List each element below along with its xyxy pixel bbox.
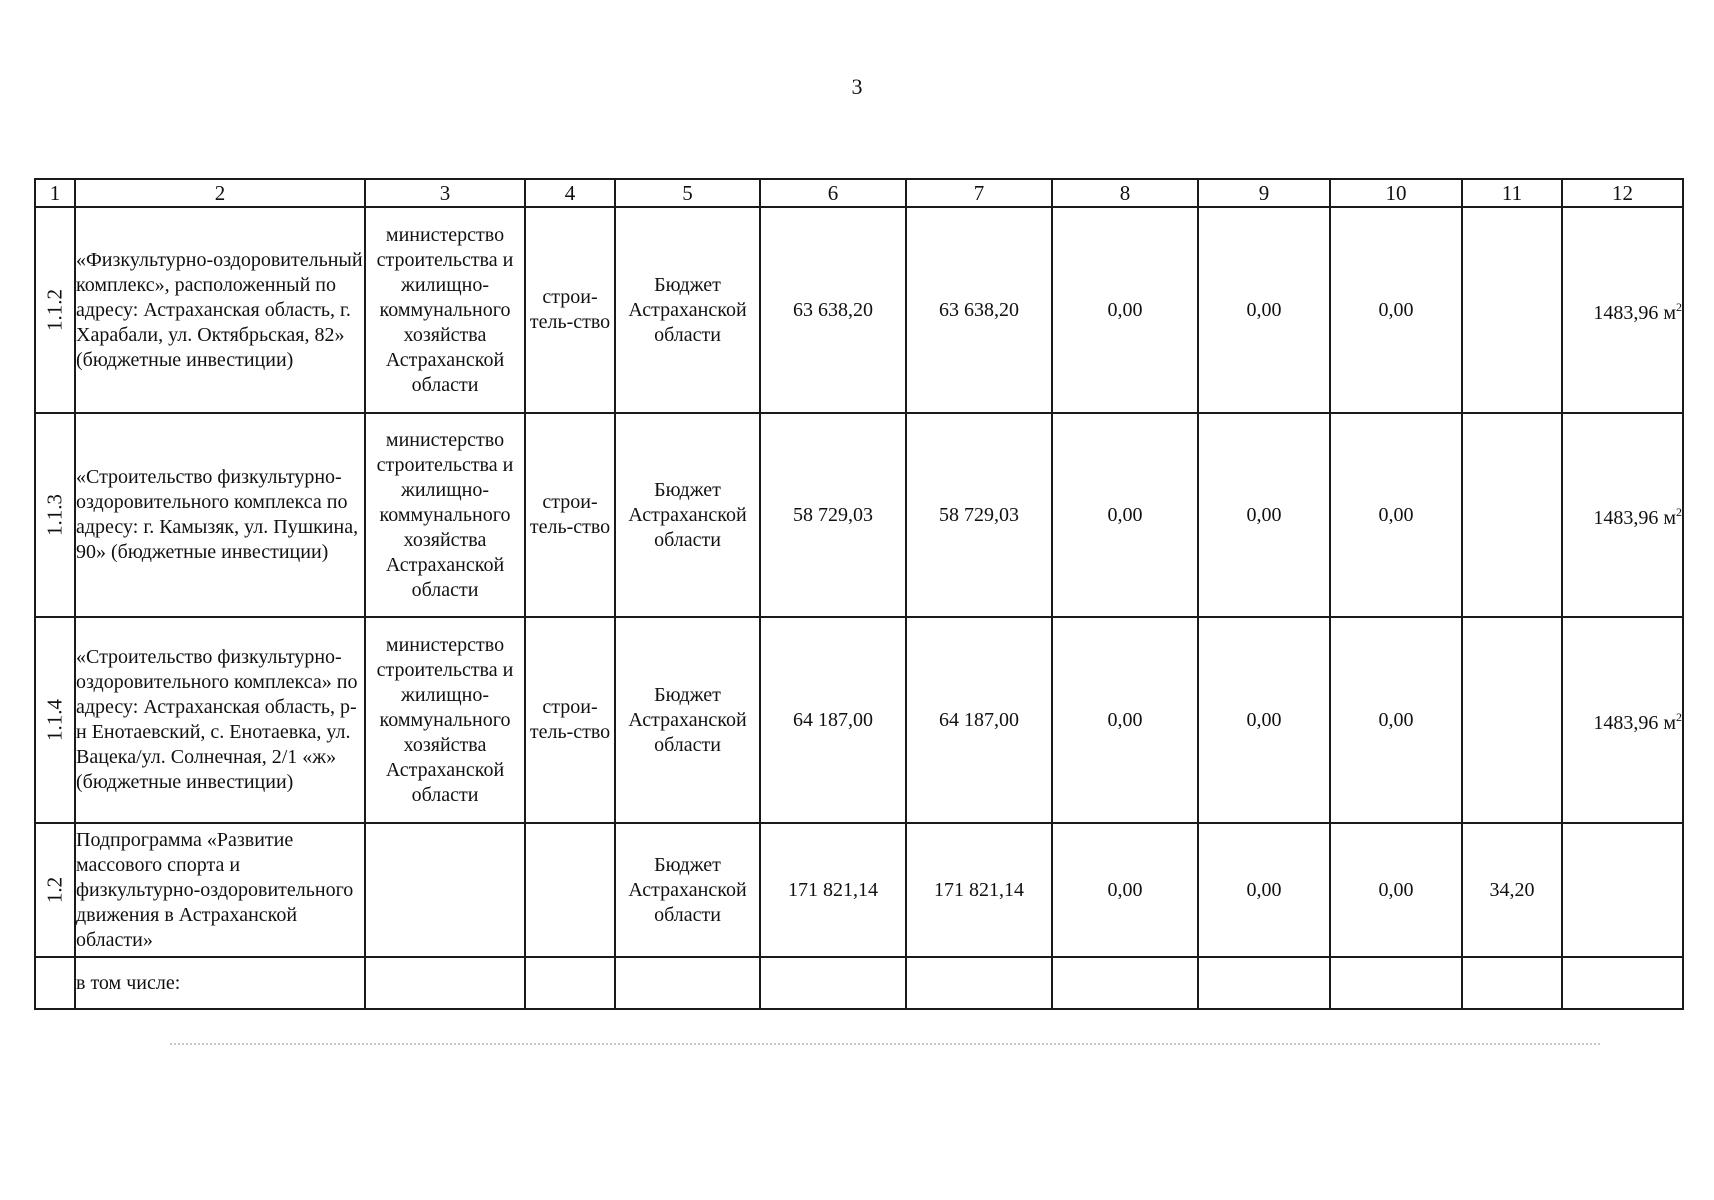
value-col-6: 63 638,20 (760, 207, 906, 413)
column-header: 2 (75, 179, 365, 207)
column-header: 1 (35, 179, 75, 207)
column-header: 7 (906, 179, 1052, 207)
row-number-cell (35, 413, 75, 617)
empty-cell (760, 957, 906, 1009)
value-col-8: 0,00 (1052, 207, 1198, 413)
row-number-cell (35, 823, 75, 957)
value-col-6: 64 187,00 (760, 617, 906, 823)
column-header: 6 (760, 179, 906, 207)
executor (365, 823, 525, 957)
result-cell (1562, 413, 1683, 617)
value-col-8: 0,00 (1052, 413, 1198, 617)
row-number: 1.2 (42, 876, 67, 904)
column-header: 11 (1462, 179, 1562, 207)
result-value: 1483,96 м (1593, 301, 1676, 324)
value-col-7: 171 821,14 (906, 823, 1052, 957)
empty-cell (525, 957, 615, 1009)
value-col-7: 58 729,03 (906, 413, 1052, 617)
column-header: 3 (365, 179, 525, 207)
value-col-10: 0,00 (1330, 617, 1462, 823)
value-col-8: 0,00 (1052, 823, 1198, 957)
row-number-cell (35, 207, 75, 413)
executor: министерство строительства и жилищно-коммунального хозяйства Астраханской области (365, 207, 525, 413)
column-header: 4 (525, 179, 615, 207)
table-row (35, 207, 1683, 413)
work-type: строи-тель-ство (525, 413, 615, 617)
table-row (35, 823, 1683, 957)
value-col-6: 171 821,14 (760, 823, 906, 957)
empty-cell (365, 957, 525, 1009)
page-number: 3 (851, 74, 863, 99)
funding-source: Бюджет Астраханской области (615, 207, 760, 413)
value-col-9: 0,00 (1198, 617, 1330, 823)
executor: министерство строительства и жилищно-коммунального хозяйства Астраханской области (365, 413, 525, 617)
funding-source: Бюджет Астраханской области (615, 617, 760, 823)
result-superscript: 2 (1676, 299, 1682, 314)
value-col-10: 0,00 (1330, 823, 1462, 957)
row-number: 1.1.4 (42, 699, 67, 741)
value-col-7: 64 187,00 (906, 617, 1052, 823)
empty-cell (906, 957, 1052, 1009)
empty-cell (1198, 957, 1330, 1009)
value-col-10: 0,00 (1330, 413, 1462, 617)
empty-cell (615, 957, 760, 1009)
work-type (525, 823, 615, 957)
value-col-8: 0,00 (1052, 617, 1198, 823)
table-row (35, 617, 1683, 823)
column-header: 5 (615, 179, 760, 207)
value-col-11 (1462, 413, 1562, 617)
value-col-9: 0,00 (1198, 207, 1330, 413)
object-name: «Строительство физкультурно-оздоровительного комплекса по адресу: г. Камызяк, ул. Пушкина, 90» (бюджетные инвестиции) (75, 413, 365, 617)
table-row (35, 413, 1683, 617)
result-superscript: 2 (1676, 709, 1682, 724)
executor: министерство строительства и жилищно-коммунального хозяйства Астраханской области (365, 617, 525, 823)
value-col-11: 34,20 (1462, 823, 1562, 957)
work-type: строи-тель-ство (525, 207, 615, 413)
funding-source: Бюджет Астраханской области (615, 413, 760, 617)
funding-source: Бюджет Астраханской области (615, 823, 760, 957)
work-type: строи-тель-ство (525, 617, 615, 823)
result-cell (1562, 617, 1683, 823)
object-name: «Строительство физкультурно-оздоровительного комплекса» по адресу: Астраханская область, р-н Енотаевский, с. Енотаевка, ул. Вацека/ул. Солнечная, 2/1 «ж» (бюджетные инвестиции) (75, 617, 365, 823)
table-row (35, 957, 1683, 1009)
budget-table (34, 178, 1684, 1010)
empty-cell (1462, 957, 1562, 1009)
column-header: 10 (1330, 179, 1462, 207)
empty-cell (35, 957, 75, 1009)
value-col-11 (1462, 207, 1562, 413)
scan-dotted-line (170, 1043, 1600, 1045)
empty-cell (1330, 957, 1462, 1009)
value-col-11 (1462, 617, 1562, 823)
value-col-7: 63 638,20 (906, 207, 1052, 413)
value-col-6: 58 729,03 (760, 413, 906, 617)
row-number: 1.1.3 (42, 494, 67, 536)
empty-cell (1052, 957, 1198, 1009)
column-header: 9 (1198, 179, 1330, 207)
value-col-9: 0,00 (1198, 413, 1330, 617)
result-cell (1562, 823, 1683, 957)
object-name: «Физкультурно-оздоровительный комплекс», расположенный по адресу: Астраханская область, г. Харабали, ул. Октябрьская, 82» (бюджетные инвестиции) (75, 207, 365, 413)
object-name: Подпрограмма «Развитие массового спорта и физкультурно-оздоровительного движения в Астраханской области» (75, 823, 365, 957)
value-col-10: 0,00 (1330, 207, 1462, 413)
column-number-row (35, 179, 1683, 207)
value-col-9: 0,00 (1198, 823, 1330, 957)
row-number: 1.1.2 (42, 289, 67, 331)
result-value: 1483,96 м (1593, 711, 1676, 734)
row-number-cell (35, 617, 75, 823)
result-superscript: 2 (1676, 504, 1682, 519)
column-header: 12 (1562, 179, 1683, 207)
result-value: 1483,96 м (1593, 506, 1676, 529)
result-cell (1562, 207, 1683, 413)
empty-cell (1562, 957, 1683, 1009)
column-header: 8 (1052, 179, 1198, 207)
including-label: в том числе: (75, 957, 365, 1009)
